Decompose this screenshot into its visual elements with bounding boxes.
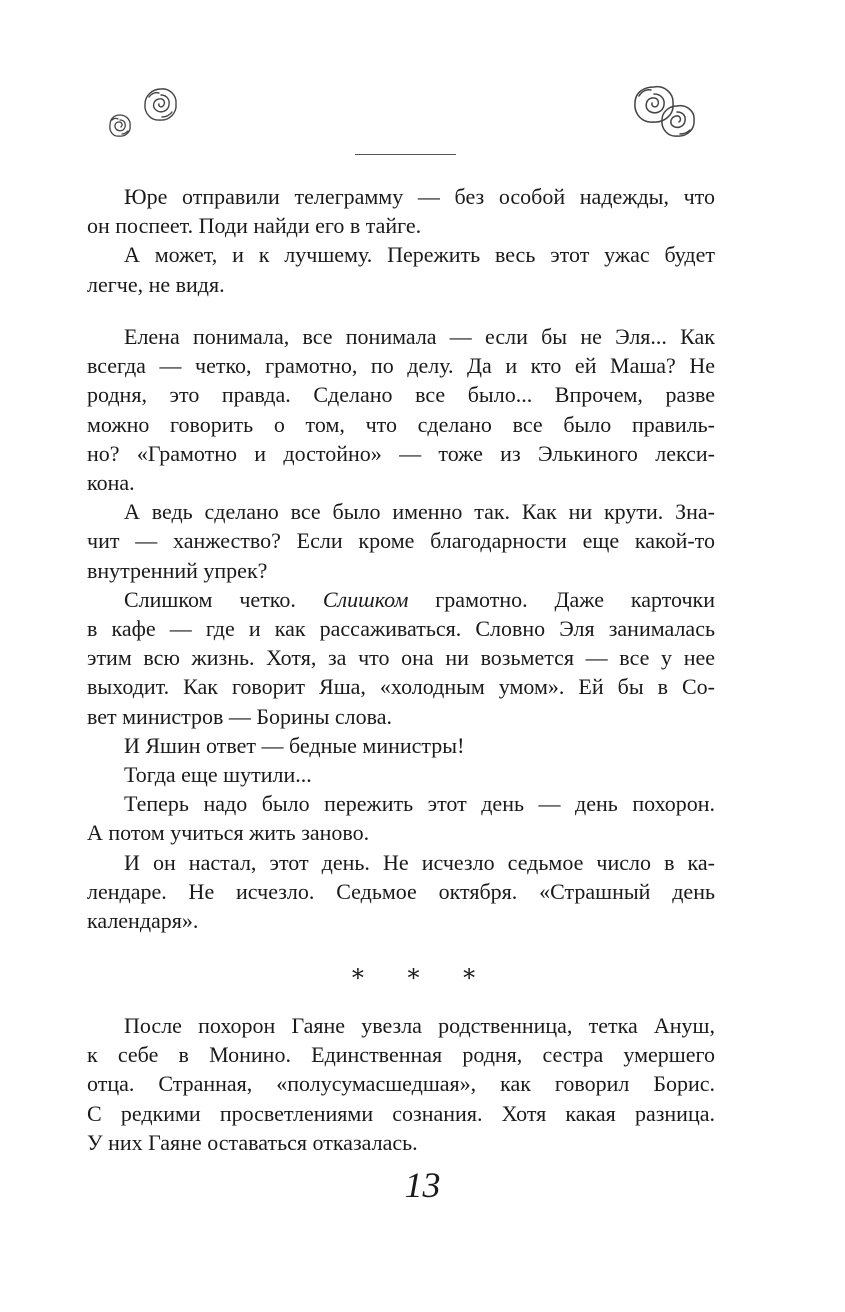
rose-icon xyxy=(142,86,180,124)
text-line: он поспеет. Поди найди его в тайге. xyxy=(87,213,422,239)
text-line: календаря». xyxy=(87,908,199,934)
text-fragment: Слишком четко. xyxy=(124,586,296,612)
text-line: А ведь сделано все было именно так. Как ни крути. Зна- xyxy=(124,499,715,525)
text-line: внутренний упрек? xyxy=(87,557,268,583)
text-line: к себе в Монино. Единственная родня, сестра умершего xyxy=(87,1042,715,1068)
text-line: Юре отправили телеграмму — без особой надежды, что xyxy=(124,184,715,209)
text-line: но? «Грамотно и достойно» — тоже из Элькиного лекси- xyxy=(87,440,715,466)
emphasis-word: Слишком xyxy=(322,586,409,612)
text-line: А может, и к лучшему. Пережить весь этот ужас будет xyxy=(124,242,715,268)
text-line: чит — ханжество? Если кроме благодарности еще какой-то xyxy=(87,528,715,554)
text-line: У них Гаяне оставаться отказалась. xyxy=(87,1129,418,1155)
text-block-3 xyxy=(87,1011,715,1157)
header-rule xyxy=(355,154,456,155)
text-line: вет министров — Борины слова. xyxy=(87,703,392,729)
text-line: Тогда еще шутили... xyxy=(124,762,312,788)
text-line: кона. xyxy=(87,470,135,496)
text-line: родня, это правда. Сделано все было... Впрочем, разве xyxy=(87,382,715,408)
text-line: легче, не видя. xyxy=(87,271,225,297)
text-block-2 xyxy=(87,322,715,935)
text-line: С редкими просветлениями сознания. Хотя какая разница. xyxy=(87,1100,715,1126)
rose-small-icon xyxy=(106,112,134,140)
page-number: 13 xyxy=(404,1165,441,1205)
text-line: этим всю жизнь. Хотя, за что она ни возьмется — все у нее xyxy=(87,645,715,671)
text-fragment: грамотно. Даже карточки xyxy=(408,586,715,612)
text-line-with-emphasis xyxy=(87,585,715,614)
text-line: лендаре. Не исчезло. Седьмое октября. «Страшный день xyxy=(87,878,715,904)
text-line: всегда — четко, грамотно, по делу. Да и кто ей Маша? Не xyxy=(87,353,715,379)
text-block-1 xyxy=(87,182,715,299)
text-line: Теперь надо было пережить этот день — день похорон. xyxy=(124,791,715,817)
text-line: После похорон Гаяне увезла родственница, тетка Ануш, xyxy=(124,1013,715,1038)
text-line: отца. Странная, «полусумасшедшая», как говорил Борис. xyxy=(87,1071,715,1097)
text-line: в кафе — где и как рассаживаться. Словно Эля занималась xyxy=(87,616,715,642)
text-line: Елена понимала, все понимала — если бы не Эля... Как xyxy=(124,324,715,349)
text-line: можно говорить о том, что сделано все было правиль- xyxy=(87,411,715,437)
text-line: И он настал, этот день. Не исчезло седьмое число в ка- xyxy=(124,849,715,875)
text-line: И Яшин ответ — бедные министры! xyxy=(124,732,465,758)
text-line: выходит. Как говорит Яша, «холодным умом». Ей бы в Со- xyxy=(87,674,715,700)
section-separator: * * * xyxy=(351,964,494,992)
text-line: А потом учиться жить заново. xyxy=(87,820,370,846)
rose-cluster-icon xyxy=(630,82,700,144)
